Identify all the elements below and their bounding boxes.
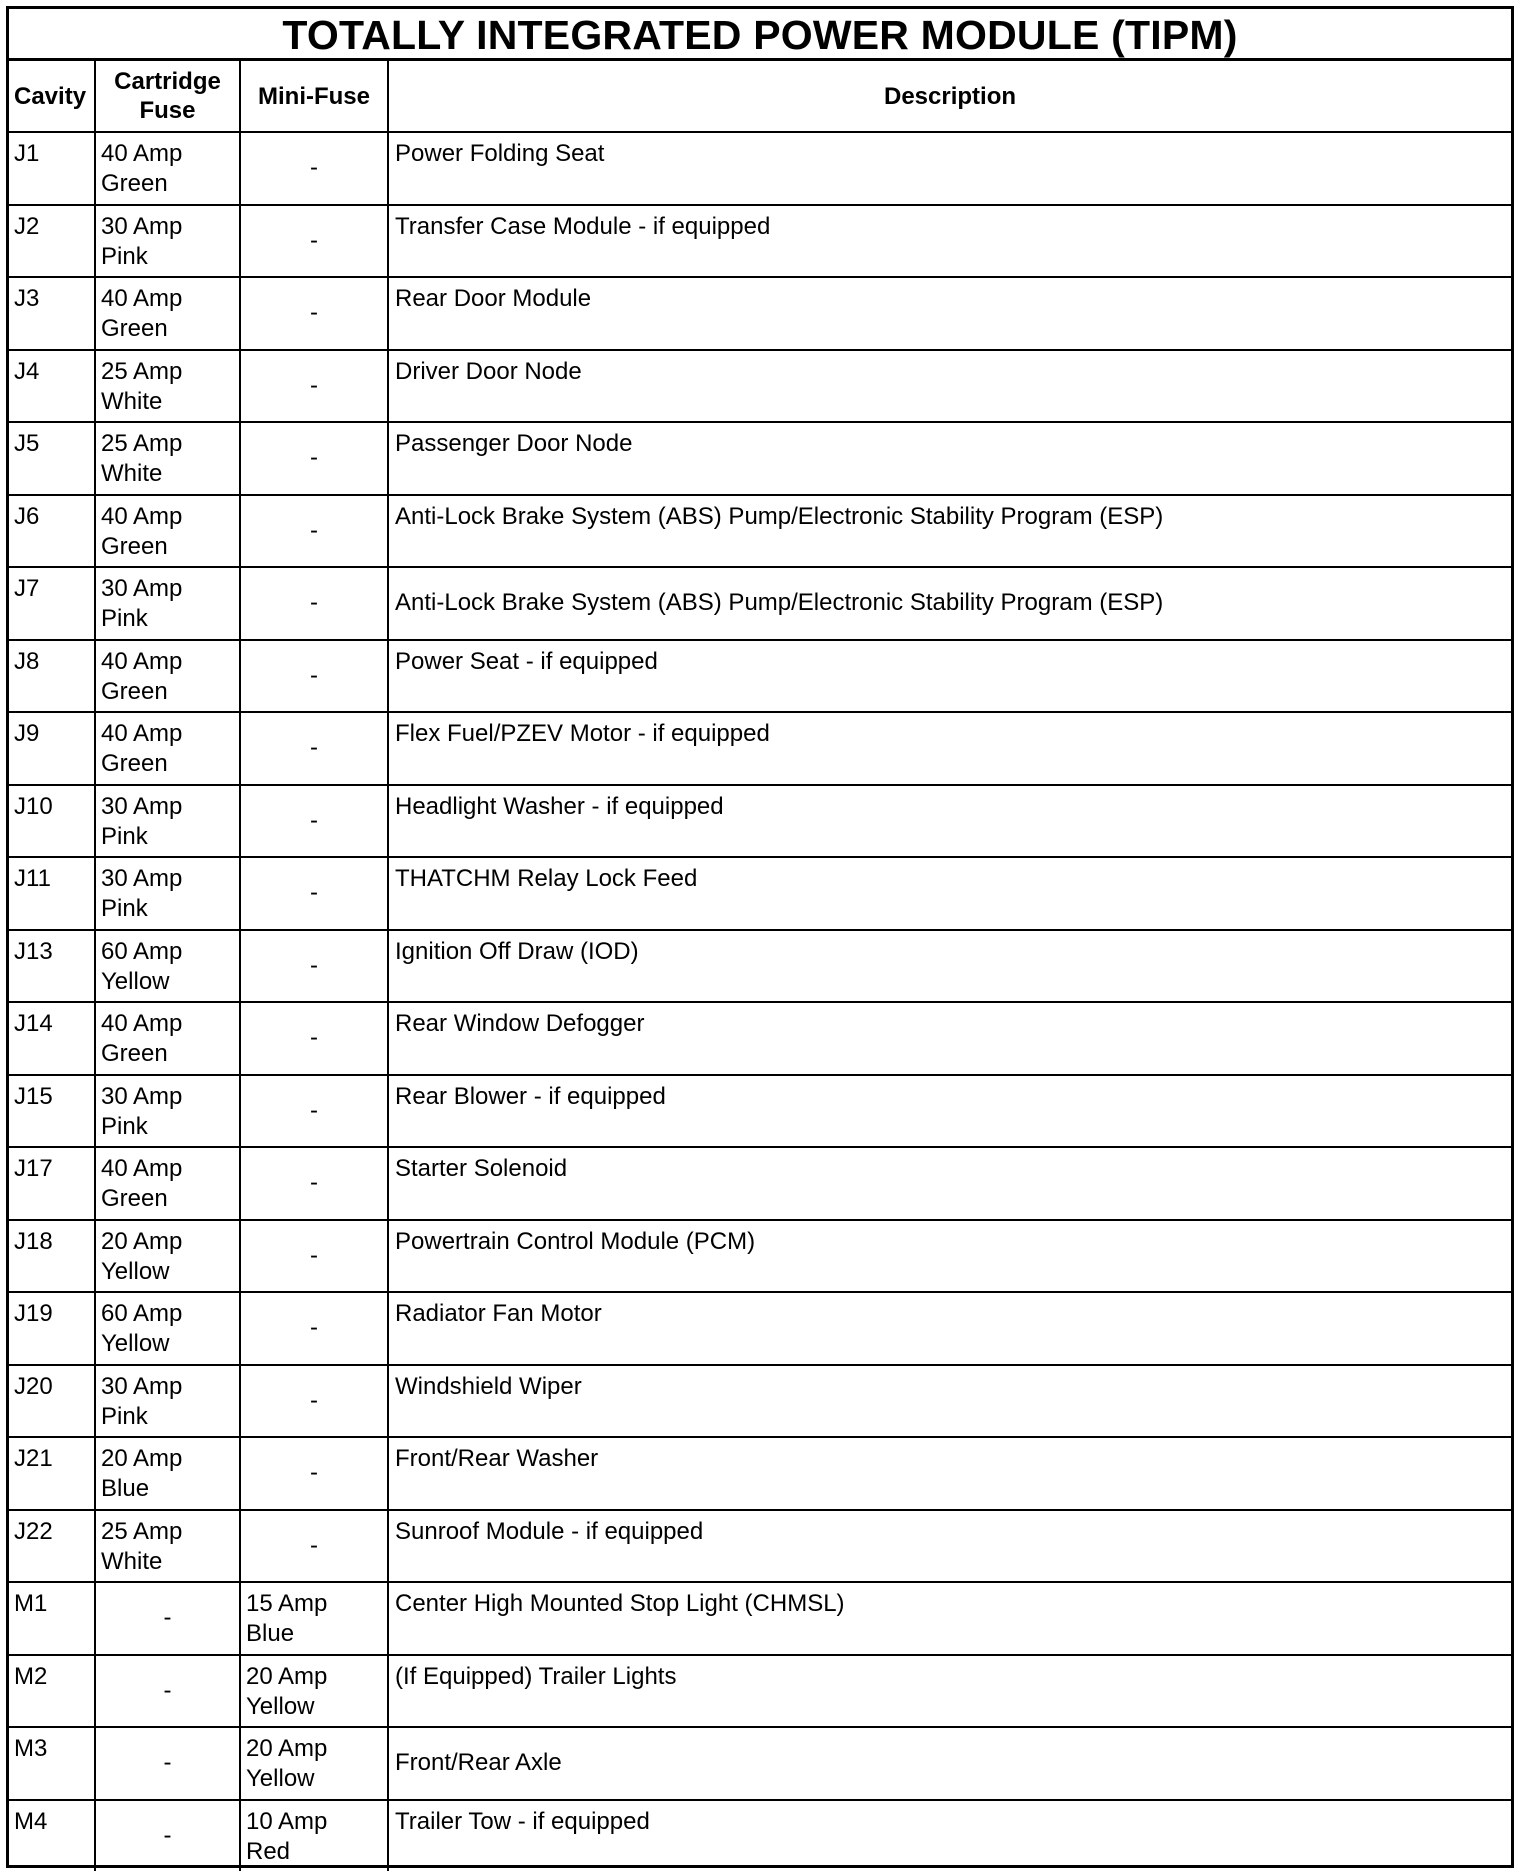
cavity-id: J22 (14, 1517, 53, 1545)
cartridge-fuse-cell (95, 857, 240, 930)
table-row (9, 1220, 1511, 1293)
cartridge-fuse-cell (95, 930, 240, 1003)
description-text: Ignition Off Draw (IOD) (395, 937, 639, 965)
description-text: Rear Blower - if equipped (395, 1082, 666, 1110)
cartridge-color: White (101, 1547, 163, 1575)
description-text: Starter Solenoid (395, 1155, 568, 1182)
cartridge-fuse-cell (95, 205, 240, 278)
mini-fuse-cell: - (240, 495, 388, 568)
cartridge-amp: 40 Amp (101, 720, 183, 747)
fuse-table-body (9, 132, 1511, 1871)
cavity-id: J13 (14, 937, 53, 965)
description-text: (If Equipped) Trailer Lights (395, 1662, 677, 1690)
cartridge-fuse-cell (95, 1002, 240, 1075)
cavity-id: J19 (14, 1300, 53, 1327)
description-cell (388, 495, 1511, 568)
cartridge-fuse-cell (95, 567, 240, 640)
cartridge-amp: 60 Amp (101, 937, 183, 965)
description-cell (388, 1220, 1511, 1293)
cavity-cell (9, 1800, 95, 1872)
table-row (9, 1147, 1511, 1220)
cavity-cell (9, 205, 95, 278)
cartridge-color: Yellow (101, 1330, 170, 1357)
cartridge-amp: 25 Amp (101, 357, 183, 385)
cavity-cell (9, 567, 95, 640)
table-row (9, 930, 1511, 1003)
description-text: Anti-Lock Brake System (ABS) Pump/Electronic Stability Program (ESP) (395, 502, 1164, 530)
cavity-id: J15 (14, 1082, 53, 1110)
cartridge-amp: 25 Amp (101, 430, 183, 457)
cartridge-fuse-cell (95, 785, 240, 858)
cavity-id: J8 (14, 647, 40, 675)
description-text: Center High Mounted Stop Light (CHMSL) (395, 1590, 845, 1617)
mini-fuse-cell: - (240, 277, 388, 350)
cartridge-amp: 40 Amp (101, 1010, 183, 1037)
mini-fuse-cell: - (240, 785, 388, 858)
cavity-cell (9, 1510, 95, 1583)
mini-fuse-cell: - (240, 205, 388, 278)
description-text: Passenger Door Node (395, 430, 633, 457)
description-text: Rear Door Module (395, 285, 592, 312)
description-text: Trailer Tow - if equipped (395, 1807, 650, 1835)
cartridge-amp: 30 Amp (101, 792, 183, 820)
cartridge-color: Green (101, 1040, 168, 1067)
cavity-cell (9, 1147, 95, 1220)
cartridge-color: White (101, 387, 163, 415)
cartridge-amp: 30 Amp (101, 212, 183, 240)
cartridge-color: White (101, 460, 163, 487)
mini-color: Yellow (246, 1692, 315, 1720)
table-row (9, 1437, 1511, 1510)
page-title: TOTALLY INTEGRATED POWER MODULE (TIPM) (9, 9, 1511, 61)
description-cell (388, 930, 1511, 1003)
description-cell (388, 350, 1511, 423)
cartridge-fuse-cell (95, 1220, 240, 1293)
mini-fuse-cell: - (240, 1292, 388, 1365)
header-cavity: Cavity (9, 61, 95, 132)
table-row (9, 1002, 1511, 1075)
cartridge-fuse-cell (95, 1147, 240, 1220)
mini-fuse-cell (240, 1582, 388, 1655)
table-row (9, 277, 1511, 350)
cavity-cell (9, 857, 95, 930)
cavity-cell (9, 132, 95, 205)
cartridge-fuse-cell (95, 277, 240, 350)
cartridge-color: Yellow (101, 967, 170, 995)
cartridge-fuse-cell (95, 350, 240, 423)
description-text: Headlight Washer - if equipped (395, 792, 724, 820)
mini-fuse-cell: - (240, 350, 388, 423)
mini-color: Yellow (246, 1765, 315, 1792)
mini-fuse-cell: - (240, 930, 388, 1003)
description-cell (388, 205, 1511, 278)
cartridge-color: Pink (101, 822, 148, 850)
description-cell (388, 1292, 1511, 1365)
cartridge-amp: 30 Amp (101, 1372, 183, 1400)
description-cell (388, 422, 1511, 495)
description-cell (388, 277, 1511, 350)
mini-fuse-cell: - (240, 1147, 388, 1220)
cartridge-fuse-cell (95, 1075, 240, 1148)
cartridge-amp: 30 Amp (101, 575, 183, 602)
header-row (9, 61, 1511, 132)
mini-fuse-cell: - (240, 1365, 388, 1438)
cartridge-color: Green (101, 170, 168, 197)
description-text: Rear Window Defogger (395, 1010, 645, 1037)
cartridge-fuse-cell (95, 1292, 240, 1365)
cavity-id: M3 (14, 1735, 48, 1762)
cavity-cell (9, 422, 95, 495)
table-row (9, 857, 1511, 930)
table-row (9, 132, 1511, 205)
mini-fuse-cell: - (240, 1220, 388, 1293)
table-row (9, 1655, 1511, 1728)
cavity-id: J3 (14, 285, 40, 312)
description-text: Transfer Case Module - if equipped (395, 212, 771, 240)
cavity-cell (9, 350, 95, 423)
cartridge-fuse-cell (95, 422, 240, 495)
cavity-cell (9, 785, 95, 858)
description-text: Radiator Fan Motor (395, 1300, 602, 1327)
cavity-id: J14 (14, 1010, 53, 1037)
cavity-id: J5 (14, 430, 40, 457)
mini-amp: 10 Amp (246, 1807, 328, 1835)
cartridge-color: Pink (101, 605, 148, 632)
cavity-id: J17 (14, 1155, 53, 1182)
table-row (9, 1075, 1511, 1148)
cartridge-amp: 40 Amp (101, 285, 183, 312)
cavity-id: M1 (14, 1590, 48, 1617)
table-row (9, 567, 1511, 640)
cavity-cell (9, 930, 95, 1003)
cavity-id: J11 (14, 865, 51, 892)
cartridge-fuse-cell (95, 132, 240, 205)
cartridge-fuse-cell: - (95, 1727, 240, 1800)
description-cell (388, 857, 1511, 930)
description-cell (388, 1655, 1511, 1728)
description-text: Driver Door Node (395, 357, 582, 385)
cavity-cell (9, 1582, 95, 1655)
table-row (9, 1582, 1511, 1655)
cavity-id: J6 (14, 502, 40, 530)
cavity-cell (9, 1075, 95, 1148)
table-row (9, 712, 1511, 785)
table-row (9, 1800, 1511, 1872)
table-row (9, 495, 1511, 568)
table-row (9, 422, 1511, 495)
mini-amp: 20 Amp (246, 1735, 328, 1762)
mini-fuse-cell: - (240, 1075, 388, 1148)
cartridge-fuse-cell: - (95, 1655, 240, 1728)
cartridge-amp: 60 Amp (101, 1300, 183, 1327)
mini-fuse-cell: - (240, 422, 388, 495)
cartridge-color: Green (101, 677, 168, 705)
description-cell (388, 712, 1511, 785)
cartridge-color: Green (101, 315, 168, 342)
mini-fuse-cell: - (240, 567, 388, 640)
description-text: Power Folding Seat (395, 140, 605, 167)
mini-fuse-cell: - (240, 857, 388, 930)
cavity-cell (9, 1220, 95, 1293)
mini-fuse-cell (240, 1655, 388, 1728)
cavity-cell (9, 640, 95, 713)
cartridge-color: Pink (101, 1112, 148, 1140)
description-cell (388, 1147, 1511, 1220)
mini-fuse-cell: - (240, 132, 388, 205)
cartridge-fuse-cell (95, 1510, 240, 1583)
description-text: Front/Rear Washer (395, 1445, 599, 1472)
mini-color: Red (246, 1837, 291, 1865)
fuse-chart-sheet (6, 6, 1514, 1868)
cavity-id: M2 (14, 1662, 48, 1690)
description-text: Powertrain Control Module (PCM) (395, 1227, 756, 1255)
cartridge-amp: 40 Amp (101, 1155, 183, 1182)
cartridge-color: Pink (101, 1402, 148, 1430)
cartridge-fuse-cell: - (95, 1582, 240, 1655)
cavity-cell (9, 712, 95, 785)
cavity-id: J9 (14, 720, 40, 747)
fuse-table (9, 61, 1511, 1871)
cavity-id: J1 (14, 140, 40, 167)
table-row (9, 1292, 1511, 1365)
table-row (9, 205, 1511, 278)
description-text: Windshield Wiper (395, 1372, 582, 1400)
description-text: Flex Fuel/PZEV Motor - if equipped (395, 720, 770, 747)
description-cell (388, 640, 1511, 713)
description-cell (388, 1510, 1511, 1583)
description-cell (388, 1800, 1511, 1872)
description-text: Front/Rear Axle (395, 1749, 562, 1777)
cavity-cell (9, 495, 95, 568)
cartridge-fuse-cell (95, 1437, 240, 1510)
cavity-cell (9, 277, 95, 350)
cartridge-amp: 25 Amp (101, 1517, 183, 1545)
cartridge-amp: 20 Amp (101, 1445, 183, 1472)
table-row (9, 640, 1511, 713)
header-mini-fuse: Mini-Fuse (240, 61, 388, 132)
cartridge-fuse-cell (95, 712, 240, 785)
description-cell (388, 1437, 1511, 1510)
cavity-id: M4 (14, 1807, 48, 1835)
cavity-id: J18 (14, 1227, 53, 1255)
cartridge-amp: 40 Amp (101, 502, 183, 530)
description-cell (388, 1002, 1511, 1075)
table-row (9, 350, 1511, 423)
mini-fuse-cell: - (240, 1437, 388, 1510)
header-description: Description (388, 61, 1511, 132)
mini-fuse-cell (240, 1727, 388, 1800)
cartridge-color: Green (101, 750, 168, 777)
description-cell (388, 132, 1511, 205)
cavity-id: J2 (14, 212, 40, 240)
description-cell (388, 1075, 1511, 1148)
cartridge-amp: 40 Amp (101, 140, 183, 167)
mini-fuse-cell: - (240, 712, 388, 785)
mini-amp: 20 Amp (246, 1662, 328, 1690)
cartridge-fuse-cell (95, 1365, 240, 1438)
header-cartridge-fuse: Cartridge Fuse (95, 61, 240, 132)
cartridge-amp: 30 Amp (101, 865, 183, 892)
cavity-id: J7 (14, 575, 40, 602)
description-cell (388, 1727, 1511, 1800)
cavity-id: J21 (14, 1445, 53, 1472)
cartridge-color: Pink (101, 895, 148, 922)
mini-fuse-cell: - (240, 640, 388, 713)
description-cell (388, 1365, 1511, 1438)
table-row (9, 1727, 1511, 1800)
description-text: THATCHM Relay Lock Feed (395, 865, 698, 892)
table-row (9, 785, 1511, 858)
cartridge-color: Green (101, 532, 168, 560)
cavity-cell (9, 1437, 95, 1510)
description-cell (388, 1582, 1511, 1655)
table-row (9, 1510, 1511, 1583)
description-text: Anti-Lock Brake System (ABS) Pump/Electronic Stability Program (ESP) (395, 589, 1164, 617)
cavity-cell (9, 1727, 95, 1800)
table-row (9, 1365, 1511, 1438)
cavity-cell (9, 1365, 95, 1438)
cartridge-color: Green (101, 1185, 168, 1212)
mini-fuse-cell: - (240, 1510, 388, 1583)
mini-fuse-cell: - (240, 1002, 388, 1075)
cavity-id: J20 (14, 1372, 53, 1400)
cartridge-amp: 40 Amp (101, 647, 183, 675)
cavity-cell (9, 1655, 95, 1728)
cartridge-color: Yellow (101, 1257, 170, 1285)
description-text: Power Seat - if equipped (395, 647, 658, 675)
cartridge-fuse-cell (95, 495, 240, 568)
description-cell (388, 567, 1511, 640)
cartridge-amp: 30 Amp (101, 1082, 183, 1110)
cartridge-color: Pink (101, 242, 148, 270)
cavity-id: J4 (14, 357, 40, 385)
cavity-cell (9, 1002, 95, 1075)
cartridge-fuse-cell (95, 640, 240, 713)
cavity-id: J10 (14, 792, 53, 820)
cartridge-color: Blue (101, 1475, 150, 1502)
cartridge-fuse-cell: - (95, 1800, 240, 1872)
mini-fuse-cell (240, 1800, 388, 1872)
mini-color: Blue (246, 1620, 295, 1647)
description-text: Sunroof Module - if equipped (395, 1517, 704, 1545)
mini-amp: 15 Amp (246, 1590, 328, 1617)
description-cell (388, 785, 1511, 858)
cavity-cell (9, 1292, 95, 1365)
cartridge-amp: 20 Amp (101, 1227, 183, 1255)
